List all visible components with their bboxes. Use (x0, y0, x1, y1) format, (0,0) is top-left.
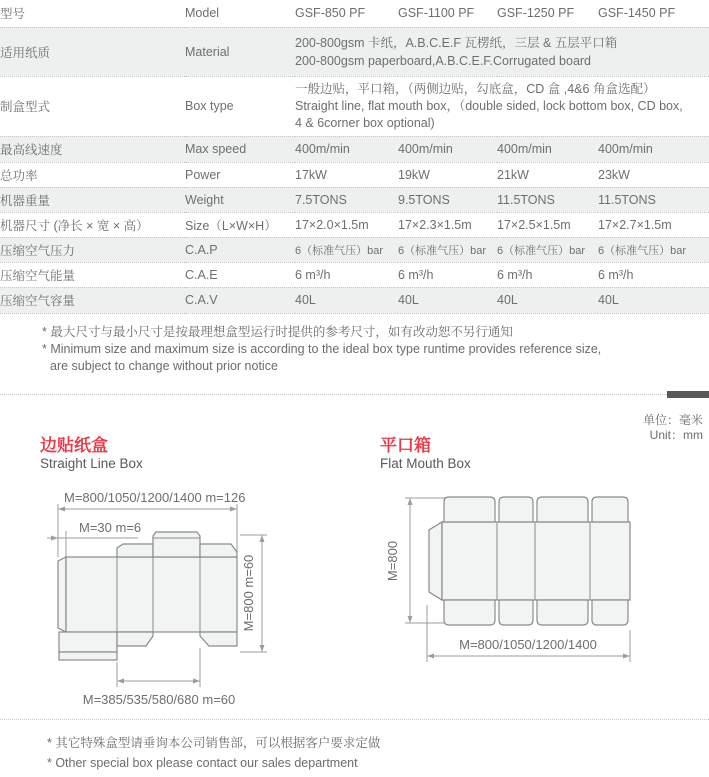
footer-note-zh: * 其它特殊盒型请垂询本公司销售部，可以根据客户要求定做 (47, 736, 381, 750)
size-value: 17×2.0×1.5m (295, 217, 369, 232)
label-zh: 型号 (0, 7, 26, 22)
cav-value: 40L (295, 293, 316, 307)
dim-top-label: M=800/1050/1200/1400 m=126 (64, 490, 246, 505)
footer-notes (47, 733, 380, 773)
spec-footnote-zh: * 最大尺寸与最小尺寸是按最理想盒型运行时提供的参考尺寸，如有改动恕不另行通知 (42, 325, 513, 339)
weight-value: 9.5TONS (398, 192, 450, 207)
material-line-en: 200-800gsm paperboard,A.B.C.E.F.Corrugated board (295, 53, 592, 68)
max-speed-value: 400m/min (398, 142, 453, 156)
footer-note-en: * Other special box please contact our sales department (47, 756, 358, 770)
label-en: Power (185, 167, 221, 182)
cap-value: 6（标准气压）bar (398, 244, 487, 257)
label-en: Weight (185, 192, 224, 207)
size-value: 17×2.3×1.5m (398, 217, 472, 232)
cae-value: 6 m³/h (295, 267, 331, 282)
power-value: 19kW (398, 167, 430, 182)
straight-line-box-title-zh: 边贴纸盒 (40, 436, 108, 455)
divider-endcap (667, 391, 709, 398)
label-en: Size（L×W×H） (185, 218, 277, 233)
spec-footnote-en2: are subject to change without prior notice (50, 359, 278, 373)
label-en: Max speed (185, 142, 247, 156)
row-cae (0, 262, 709, 287)
label-en: C.A.P (185, 242, 218, 257)
spec-footnote-en1: * Minimum size and maximum size is according to the ideal box type runtime provides reference size, (42, 342, 602, 356)
row-box-type (0, 76, 709, 136)
model-value: GSF-1250 PF (497, 6, 575, 21)
material-line-zh: 200-800gsm 卡纸，A.B.C.E.F 瓦楞纸，三层 & 五层平口箱 (295, 35, 618, 50)
row-max-speed (0, 136, 709, 162)
label-zh: 压缩空气容量 (0, 294, 76, 308)
dim-right-label: M=800 m=60 (241, 554, 256, 632)
row-cap (0, 237, 709, 262)
label-en: Model (185, 6, 220, 21)
label-en: Box type (185, 99, 234, 113)
cae-value: 6 m³/h (598, 267, 634, 282)
unit-label-zh: 单位：毫米 (642, 413, 703, 427)
cav-value: 40L (398, 293, 419, 307)
row-power (0, 162, 709, 187)
flat-mouth-box-title-en: Flat Mouth Box (380, 456, 471, 471)
unit-label-en: Unit：mm (649, 428, 703, 442)
section-divider (0, 394, 709, 395)
row-weight (0, 187, 709, 212)
label-zh: 适用纸质 (0, 45, 51, 60)
cav-value: 40L (497, 293, 518, 307)
power-value: 23kW (598, 167, 630, 182)
box-type-value (295, 76, 709, 136)
unit-label (643, 413, 703, 443)
box-type-line-zh: 一般边贴，平口箱，（两侧边贴，勾底盒，CD 盒 ,4&6 角盒选配） (295, 81, 656, 96)
label-zh: 最高线速度 (0, 143, 63, 157)
max-speed-value: 400m/min (295, 142, 350, 156)
label-zh: 总功率 (0, 168, 38, 183)
straight-line-box-title-en: Straight Line Box (40, 456, 143, 471)
label-en: Material (185, 44, 230, 59)
size-value: 17×2.7×1.5m (598, 217, 672, 232)
cap-value: 6（标准气压）bar (295, 244, 384, 257)
dim-glue-label: M=30 m=6 (79, 520, 142, 535)
model-value: GSF-850 PF (295, 6, 366, 21)
flat-mouth-box-title-zh: 平口箱 (380, 436, 431, 455)
row-model (0, 0, 709, 27)
cap-value: 6（标准气压）bar (497, 244, 586, 257)
label-en: C.A.V (185, 293, 218, 307)
weight-value: 11.5TONS (497, 192, 555, 207)
label-en: C.A.E (185, 267, 218, 282)
cae-value: 6 m³/h (398, 267, 434, 282)
straight-line-box-diagram (35, 485, 345, 710)
cav-value: 40L (598, 293, 619, 307)
footer-divider (0, 719, 709, 720)
dim-bottom-label: M=385/535/580/680 m=60 (82, 692, 236, 707)
label-zh: 压缩空气压力 (0, 243, 76, 258)
max-speed-value: 400m/min (598, 142, 653, 156)
row-size (0, 212, 709, 237)
label-zh: 制盒型式 (0, 100, 51, 114)
max-speed-value: 400m/min (497, 142, 552, 156)
model-value: GSF-1450 PF (598, 6, 676, 21)
straight-line-box-heading (40, 436, 143, 472)
label-zh: 机器尺寸 (净长 × 宽 × 高） (0, 218, 149, 233)
flat-mouth-box-heading (380, 436, 471, 472)
spec-footnotes (42, 324, 601, 375)
dim-bottom-label: M=800/1050/1200/1400 (459, 637, 597, 652)
weight-value: 11.5TONS (598, 192, 656, 207)
dim-left-label: M=800 (385, 540, 400, 582)
power-value: 17kW (295, 167, 327, 182)
spec-table (0, 0, 709, 314)
model-value: GSF-1100 PF (398, 6, 475, 21)
flat-mouth-box-diagram (380, 485, 690, 710)
size-value: 17×2.5×1.5m (497, 217, 571, 232)
box-type-line-en1: Straight line, flat mouth box，（double sided, lock bottom box, CD box, (295, 98, 683, 113)
row-cav (0, 287, 709, 313)
row-material (0, 27, 709, 76)
power-value: 21kW (497, 167, 529, 182)
cap-value: 6（标准气压）bar (598, 244, 687, 257)
weight-value: 7.5TONS (295, 192, 347, 207)
cae-value: 6 m³/h (497, 267, 533, 282)
box-type-line-en2: 4 & 6corner box optional) (295, 115, 435, 130)
label-zh: 机器重量 (0, 193, 51, 208)
label-zh: 压缩空气能量 (0, 268, 76, 283)
material-value (295, 27, 709, 76)
